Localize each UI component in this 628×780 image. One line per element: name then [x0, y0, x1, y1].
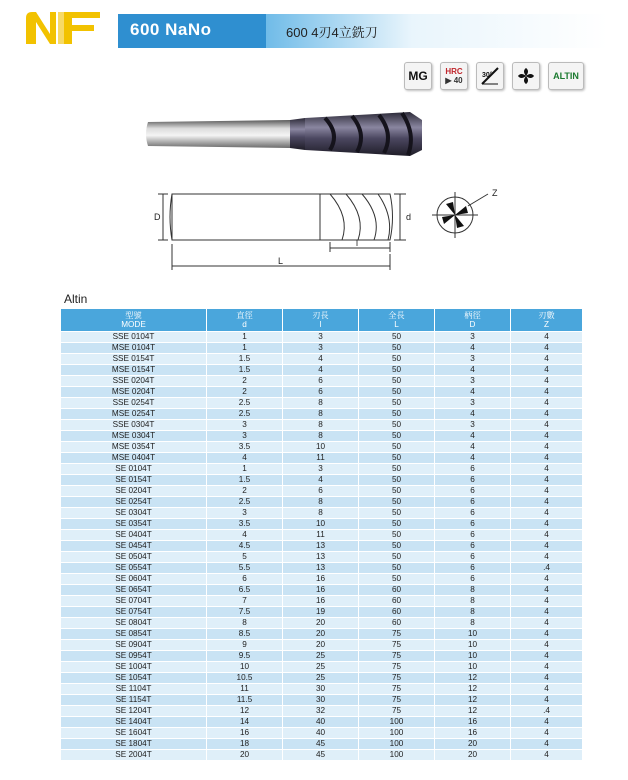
- cell-flute-length: 8: [283, 431, 359, 442]
- table-row: [61, 662, 583, 673]
- table-row: [61, 475, 583, 486]
- cell-flute-length: 45: [283, 739, 359, 750]
- cell-shank-diameter: 6: [435, 574, 511, 585]
- cell-shank-diameter: 10: [435, 651, 511, 662]
- cell-shank-diameter: 6: [435, 464, 511, 475]
- cell-model: SE 1054T: [61, 673, 207, 684]
- table-row: [61, 596, 583, 607]
- cell-overall-length: 100: [359, 750, 435, 761]
- cell-flute-length: 25: [283, 662, 359, 673]
- cell-flute-length: 10: [283, 442, 359, 453]
- cell-overall-length: 50: [359, 409, 435, 420]
- cell-diameter: 7: [207, 596, 283, 607]
- cell-shank-diameter: 12: [435, 706, 511, 717]
- cell-flute-length: 16: [283, 585, 359, 596]
- cell-shank-diameter: 3: [435, 354, 511, 365]
- mg-icon: MG: [404, 62, 432, 90]
- table-row: [61, 673, 583, 684]
- cell-flutes: 4: [511, 750, 583, 761]
- cell-overall-length: 50: [359, 343, 435, 354]
- cell-shank-diameter: 3: [435, 398, 511, 409]
- cell-flutes: 4: [511, 673, 583, 684]
- table-row: [61, 343, 583, 354]
- table-row: [61, 398, 583, 409]
- brand-logo-icon: [22, 8, 104, 48]
- cell-flutes: 4: [511, 519, 583, 530]
- header-diameter: 直徑 d: [207, 309, 283, 332]
- cell-model: SE 0354T: [61, 519, 207, 530]
- cell-flute-length: 4: [283, 354, 359, 365]
- cell-model: SE 0954T: [61, 651, 207, 662]
- cell-flutes: 4: [511, 662, 583, 673]
- cell-diameter: 2: [207, 486, 283, 497]
- cell-model: SE 0654T: [61, 585, 207, 596]
- cell-diameter: 1.5: [207, 354, 283, 365]
- cell-flute-length: 40: [283, 728, 359, 739]
- coating-label: Altin: [64, 292, 88, 306]
- cell-shank-diameter: 6: [435, 475, 511, 486]
- cell-diameter: 14: [207, 717, 283, 728]
- cell-overall-length: 50: [359, 453, 435, 464]
- cell-model: SE 0854T: [61, 629, 207, 640]
- cell-flute-length: 6: [283, 376, 359, 387]
- cell-flutes: .4: [511, 706, 583, 717]
- cell-flutes: 4: [511, 354, 583, 365]
- cell-model: SSE 0204T: [61, 376, 207, 387]
- cell-diameter: 2.5: [207, 497, 283, 508]
- cell-overall-length: 100: [359, 739, 435, 750]
- cell-model: SE 0304T: [61, 508, 207, 519]
- cell-shank-diameter: 6: [435, 530, 511, 541]
- cell-flutes: 4: [511, 464, 583, 475]
- dim-D-label: D: [154, 212, 161, 222]
- dimension-drawing: [150, 180, 520, 280]
- cell-flute-length: 25: [283, 673, 359, 684]
- table-row: [61, 552, 583, 563]
- cell-shank-diameter: 20: [435, 750, 511, 761]
- cell-flutes: 4: [511, 387, 583, 398]
- cell-flutes: 4: [511, 728, 583, 739]
- cell-shank-diameter: 4: [435, 431, 511, 442]
- cell-flute-length: 10: [283, 519, 359, 530]
- cell-shank-diameter: 6: [435, 497, 511, 508]
- cell-flutes: .4: [511, 563, 583, 574]
- table-row: [61, 365, 583, 376]
- cell-overall-length: 60: [359, 596, 435, 607]
- cell-model: SSE 0104T: [61, 332, 207, 343]
- cell-diameter: 4: [207, 530, 283, 541]
- cell-shank-diameter: 3: [435, 420, 511, 431]
- cell-model: SSE 0304T: [61, 420, 207, 431]
- table-row: [61, 574, 583, 585]
- dim-L-label: L: [278, 256, 284, 266]
- table-row: [61, 332, 583, 343]
- cell-flutes: 4: [511, 607, 583, 618]
- cell-flutes: 4: [511, 530, 583, 541]
- cell-overall-length: 50: [359, 486, 435, 497]
- cell-diameter: 3: [207, 420, 283, 431]
- table-row: [61, 640, 583, 651]
- table-row: [61, 530, 583, 541]
- cell-overall-length: 50: [359, 354, 435, 365]
- cell-flutes: 4: [511, 684, 583, 695]
- cell-model: SE 0254T: [61, 497, 207, 508]
- cell-diameter: 11: [207, 684, 283, 695]
- cell-model: SE 0454T: [61, 541, 207, 552]
- table-row: [61, 695, 583, 706]
- header-flute-length: 刃長 l: [283, 309, 359, 332]
- table-row: [61, 717, 583, 728]
- table-row: [61, 739, 583, 750]
- cell-diameter: 8: [207, 618, 283, 629]
- header-overall-length: 全長 L: [359, 309, 435, 332]
- cell-diameter: 6: [207, 574, 283, 585]
- cell-flutes: 4: [511, 739, 583, 750]
- table-row: [61, 464, 583, 475]
- table-row: [61, 585, 583, 596]
- cell-diameter: 2.5: [207, 398, 283, 409]
- cell-model: SE 1004T: [61, 662, 207, 673]
- cell-model: SE 1404T: [61, 717, 207, 728]
- cell-flute-length: 3: [283, 332, 359, 343]
- cell-model: MSE 0154T: [61, 365, 207, 376]
- cell-overall-length: 50: [359, 365, 435, 376]
- cell-overall-length: 50: [359, 420, 435, 431]
- cell-model: SE 0404T: [61, 530, 207, 541]
- cell-model: MSE 0254T: [61, 409, 207, 420]
- cell-overall-length: 75: [359, 662, 435, 673]
- cell-flutes: 4: [511, 486, 583, 497]
- cell-diameter: 3.5: [207, 519, 283, 530]
- cell-flute-length: 13: [283, 552, 359, 563]
- cell-diameter: 1: [207, 332, 283, 343]
- cell-flutes: 4: [511, 651, 583, 662]
- cell-model: SE 0804T: [61, 618, 207, 629]
- cell-model: SE 1104T: [61, 684, 207, 695]
- cell-overall-length: 50: [359, 519, 435, 530]
- cell-flute-length: 19: [283, 607, 359, 618]
- cell-overall-length: 50: [359, 552, 435, 563]
- table-row: [61, 442, 583, 453]
- cell-model: MSE 0104T: [61, 343, 207, 354]
- cell-flute-length: 20: [283, 629, 359, 640]
- cell-flute-length: 20: [283, 640, 359, 651]
- cell-flutes: 4: [511, 629, 583, 640]
- cell-flute-length: 6: [283, 486, 359, 497]
- cell-model: SE 0604T: [61, 574, 207, 585]
- cell-overall-length: 50: [359, 563, 435, 574]
- cell-model: SE 0554T: [61, 563, 207, 574]
- product-subtitle: 600 4刃4立銑刀: [286, 25, 378, 40]
- cell-overall-length: 75: [359, 651, 435, 662]
- cell-diameter: 3: [207, 431, 283, 442]
- cell-diameter: 2: [207, 387, 283, 398]
- cell-flute-length: 11: [283, 453, 359, 464]
- cell-shank-diameter: 6: [435, 552, 511, 563]
- header-model: 型號 MODE: [61, 309, 207, 332]
- cell-model: SE 0204T: [61, 486, 207, 497]
- table-row: [61, 420, 583, 431]
- cell-model: SE 1154T: [61, 695, 207, 706]
- table-row: [61, 431, 583, 442]
- cell-flutes: 4: [511, 420, 583, 431]
- cell-diameter: 6.5: [207, 585, 283, 596]
- cell-diameter: 1.5: [207, 475, 283, 486]
- cell-diameter: 10.5: [207, 673, 283, 684]
- cell-model: SE 0154T: [61, 475, 207, 486]
- feature-badges: [404, 62, 584, 90]
- cell-diameter: 18: [207, 739, 283, 750]
- dim-l-label: l: [356, 238, 358, 248]
- cell-shank-diameter: 6: [435, 508, 511, 519]
- cell-flutes: 4: [511, 442, 583, 453]
- cell-flute-length: 8: [283, 497, 359, 508]
- cell-overall-length: 75: [359, 706, 435, 717]
- cell-flutes: 4: [511, 365, 583, 376]
- cell-model: SE 1804T: [61, 739, 207, 750]
- cell-model: SE 0704T: [61, 596, 207, 607]
- cell-diameter: 3: [207, 508, 283, 519]
- cell-model: MSE 0304T: [61, 431, 207, 442]
- table-row: [61, 651, 583, 662]
- table-row: [61, 728, 583, 739]
- cell-flute-length: 13: [283, 563, 359, 574]
- cell-overall-length: 50: [359, 574, 435, 585]
- cell-overall-length: 50: [359, 376, 435, 387]
- cell-shank-diameter: 12: [435, 695, 511, 706]
- table-row: [61, 497, 583, 508]
- helix-angle-icon: [476, 62, 504, 90]
- cell-overall-length: 75: [359, 684, 435, 695]
- cell-shank-diameter: 6: [435, 563, 511, 574]
- dim-Z-label: Z: [492, 188, 498, 198]
- cell-model: SE 0504T: [61, 552, 207, 563]
- table-header-row: [61, 309, 583, 332]
- cell-diameter: 1: [207, 464, 283, 475]
- table-row: [61, 629, 583, 640]
- cell-overall-length: 50: [359, 431, 435, 442]
- cell-overall-length: 50: [359, 387, 435, 398]
- cell-overall-length: 50: [359, 508, 435, 519]
- cell-overall-length: 100: [359, 717, 435, 728]
- cell-diameter: 1: [207, 343, 283, 354]
- cell-flute-length: 3: [283, 464, 359, 475]
- cell-flute-length: 6: [283, 387, 359, 398]
- cell-shank-diameter: 3: [435, 376, 511, 387]
- cell-flute-length: 13: [283, 541, 359, 552]
- altin-icon: ALTIN: [548, 62, 584, 90]
- cell-flute-length: 3: [283, 343, 359, 354]
- cell-overall-length: 60: [359, 607, 435, 618]
- cell-flutes: 4: [511, 596, 583, 607]
- cell-model: SE 0104T: [61, 464, 207, 475]
- cell-overall-length: 60: [359, 618, 435, 629]
- cell-flutes: 4: [511, 640, 583, 651]
- cell-flute-length: 45: [283, 750, 359, 761]
- cell-flutes: 4: [511, 398, 583, 409]
- cell-diameter: 5.5: [207, 563, 283, 574]
- table-row: [61, 486, 583, 497]
- cell-overall-length: 75: [359, 695, 435, 706]
- cell-overall-length: 75: [359, 640, 435, 651]
- table-row: [61, 607, 583, 618]
- cell-diameter: 7.5: [207, 607, 283, 618]
- cell-flutes: 4: [511, 376, 583, 387]
- cell-flutes: 4: [511, 541, 583, 552]
- cell-flute-length: 11: [283, 530, 359, 541]
- cell-flutes: 4: [511, 332, 583, 343]
- cell-flutes: 4: [511, 508, 583, 519]
- table-row: [61, 453, 583, 464]
- cell-flute-length: 16: [283, 574, 359, 585]
- cell-flute-length: 8: [283, 409, 359, 420]
- cell-model: SSE 0254T: [61, 398, 207, 409]
- cell-shank-diameter: 16: [435, 717, 511, 728]
- table-row: [61, 684, 583, 695]
- cell-overall-length: 50: [359, 464, 435, 475]
- cell-diameter: 3.5: [207, 442, 283, 453]
- table-row: [61, 706, 583, 717]
- cell-diameter: 2.5: [207, 409, 283, 420]
- cell-model: SE 0904T: [61, 640, 207, 651]
- cell-shank-diameter: 12: [435, 673, 511, 684]
- product-title: 600 NaNo: [130, 20, 212, 39]
- cell-overall-length: 50: [359, 541, 435, 552]
- table-row: [61, 508, 583, 519]
- cell-diameter: 10: [207, 662, 283, 673]
- hrc-icon: HRC ▶ 40: [440, 62, 468, 90]
- cell-overall-length: 75: [359, 629, 435, 640]
- cell-overall-length: 50: [359, 497, 435, 508]
- cell-model: SE 2004T: [61, 750, 207, 761]
- table-row: [61, 541, 583, 552]
- cell-diameter: 1.5: [207, 365, 283, 376]
- cell-flute-length: 20: [283, 618, 359, 629]
- table-row: [61, 354, 583, 365]
- cell-flute-length: 4: [283, 365, 359, 376]
- cell-flute-length: 8: [283, 420, 359, 431]
- cell-diameter: 16: [207, 728, 283, 739]
- cell-shank-diameter: 4: [435, 387, 511, 398]
- four-flute-icon: [512, 62, 540, 90]
- cell-diameter: 5: [207, 552, 283, 563]
- cell-model: SSE 0154T: [61, 354, 207, 365]
- cell-overall-length: 50: [359, 332, 435, 343]
- cell-overall-length: 50: [359, 398, 435, 409]
- cell-shank-diameter: 6: [435, 486, 511, 497]
- cell-diameter: 9.5: [207, 651, 283, 662]
- table-row: [61, 387, 583, 398]
- cell-model: SE 1204T: [61, 706, 207, 717]
- cell-diameter: 12: [207, 706, 283, 717]
- cell-shank-diameter: 3: [435, 332, 511, 343]
- cell-overall-length: 50: [359, 475, 435, 486]
- table-row: [61, 618, 583, 629]
- cell-overall-length: 50: [359, 530, 435, 541]
- cell-shank-diameter: 8: [435, 607, 511, 618]
- cell-flute-length: 4: [283, 475, 359, 486]
- cell-diameter: 11.5: [207, 695, 283, 706]
- end-mill-image: [140, 98, 440, 178]
- cell-flutes: 4: [511, 409, 583, 420]
- cell-diameter: 9: [207, 640, 283, 651]
- cell-overall-length: 60: [359, 585, 435, 596]
- cell-flutes: 4: [511, 695, 583, 706]
- cell-flute-length: 32: [283, 706, 359, 717]
- cell-diameter: 8.5: [207, 629, 283, 640]
- cell-shank-diameter: 8: [435, 596, 511, 607]
- cell-model: MSE 0354T: [61, 442, 207, 453]
- cell-flute-length: 25: [283, 651, 359, 662]
- cell-shank-diameter: 4: [435, 365, 511, 376]
- cell-flutes: 4: [511, 574, 583, 585]
- cell-shank-diameter: 12: [435, 684, 511, 695]
- cell-shank-diameter: 6: [435, 541, 511, 552]
- table-row: [61, 750, 583, 761]
- cell-model: MSE 0204T: [61, 387, 207, 398]
- cell-shank-diameter: 16: [435, 728, 511, 739]
- table-row: [61, 563, 583, 574]
- cell-flutes: 4: [511, 717, 583, 728]
- cell-flutes: 4: [511, 475, 583, 486]
- cell-shank-diameter: 4: [435, 343, 511, 354]
- spec-table: [60, 308, 583, 761]
- header-shank-diameter: 柄徑 D: [435, 309, 511, 332]
- cell-diameter: 4.5: [207, 541, 283, 552]
- svg-text:30°: 30°: [482, 72, 493, 79]
- cell-model: MSE 0404T: [61, 453, 207, 464]
- cell-shank-diameter: 20: [435, 739, 511, 750]
- cell-flute-length: 30: [283, 684, 359, 695]
- cell-flute-length: 8: [283, 508, 359, 519]
- cell-flute-length: 30: [283, 695, 359, 706]
- header-flutes: 刃數 Z: [511, 309, 583, 332]
- cell-flutes: 4: [511, 343, 583, 354]
- table-row: [61, 376, 583, 387]
- cell-flutes: 4: [511, 497, 583, 508]
- cell-shank-diameter: 6: [435, 519, 511, 530]
- cell-shank-diameter: 4: [435, 409, 511, 420]
- cell-flutes: 4: [511, 552, 583, 563]
- cell-flute-length: 40: [283, 717, 359, 728]
- cell-overall-length: 75: [359, 673, 435, 684]
- cell-flute-length: 8: [283, 398, 359, 409]
- cell-shank-diameter: 8: [435, 618, 511, 629]
- table-row: [61, 519, 583, 530]
- cell-shank-diameter: 8: [435, 585, 511, 596]
- cell-flutes: 4: [511, 453, 583, 464]
- table-row: [61, 409, 583, 420]
- cell-diameter: 20: [207, 750, 283, 761]
- cell-diameter: 2: [207, 376, 283, 387]
- cell-overall-length: 100: [359, 728, 435, 739]
- cell-shank-diameter: 10: [435, 640, 511, 651]
- cell-flute-length: 16: [283, 596, 359, 607]
- cell-shank-diameter: 4: [435, 442, 511, 453]
- dim-d-label: d: [406, 212, 412, 222]
- cell-overall-length: 50: [359, 442, 435, 453]
- cell-flutes: 4: [511, 431, 583, 442]
- cell-flutes: 4: [511, 618, 583, 629]
- cell-shank-diameter: 10: [435, 662, 511, 673]
- cell-shank-diameter: 10: [435, 629, 511, 640]
- cell-flutes: 4: [511, 585, 583, 596]
- cell-model: SE 1604T: [61, 728, 207, 739]
- cell-model: SE 0754T: [61, 607, 207, 618]
- cell-diameter: 4: [207, 453, 283, 464]
- cell-shank-diameter: 4: [435, 453, 511, 464]
